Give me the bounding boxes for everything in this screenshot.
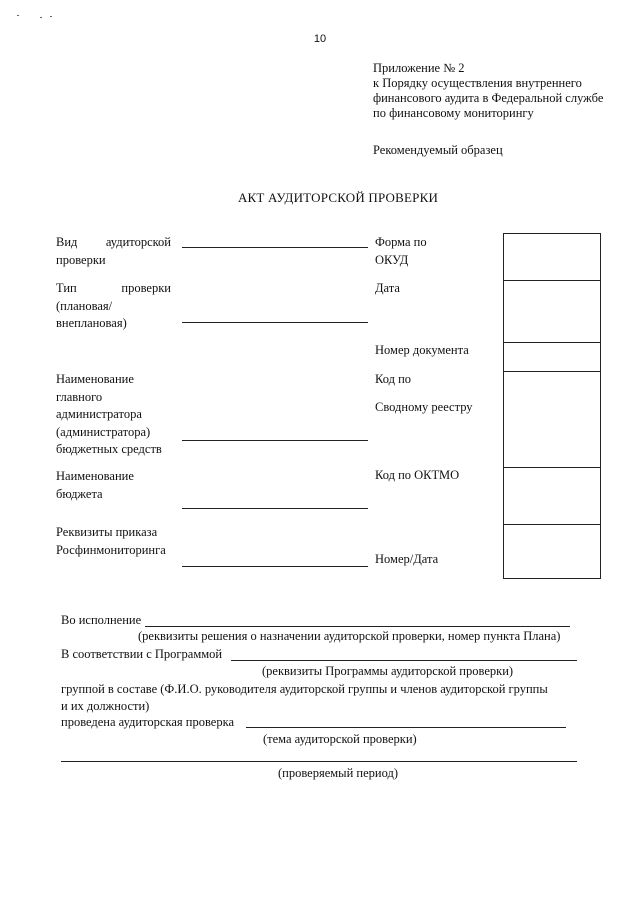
period-field[interactable] (61, 761, 577, 762)
program-hint: (реквизиты Программы аудиторской проверки) (262, 664, 514, 678)
codes-table (503, 233, 601, 579)
scan-speck (40, 17, 42, 18)
okud-code-cell[interactable] (504, 234, 600, 281)
execution-label: Во исполнение (61, 613, 142, 627)
admin-name-line: Наименование (56, 372, 134, 386)
date-label: Дата (375, 281, 400, 295)
admin-name-line: администратора (56, 407, 142, 421)
number-date-label: Номер/Дата (375, 552, 439, 566)
okud-label (375, 234, 427, 269)
budget-name-line: Наименование (56, 469, 134, 483)
check-type-label (56, 280, 171, 333)
admin-name-line: главного (56, 389, 103, 404)
check-type-word: проверки (121, 281, 171, 295)
page-number: 10 (313, 33, 327, 45)
order-details-line: Росфинмониторинга (56, 542, 166, 557)
admin-name-line: (администратора) (56, 424, 151, 439)
admin-name-line: бюджетных средств (56, 442, 162, 456)
program-field[interactable] (231, 660, 577, 661)
audit-kind-field[interactable] (182, 247, 368, 248)
okud-line: Форма по (375, 235, 427, 249)
order-details-line: Реквизиты приказа (56, 525, 158, 539)
check-type-line: внеплановая) (56, 316, 127, 330)
period-hint: (проверяемый период) (278, 766, 398, 780)
recommended-sample-label: Рекомендуемый образец (373, 143, 503, 157)
date-cell[interactable] (504, 280, 600, 343)
order-details-label (56, 524, 166, 559)
doc-number-label: Номер документа (375, 343, 469, 357)
oktmo-label: Код по ОКТМО (375, 468, 460, 482)
appendix-line: к Порядку осуществления внутреннего (373, 76, 582, 90)
scan-speck (50, 16, 52, 17)
okud-line: ОКУД (375, 252, 409, 267)
appendix-line: финансового аудита в Федеральной службе (373, 91, 604, 105)
registry-code-cell[interactable] (504, 371, 600, 468)
number-date-cell[interactable] (504, 524, 600, 578)
registry-code-label-2: Сводному реестру (375, 400, 473, 414)
budget-name-field[interactable] (182, 508, 368, 509)
oktmo-code-cell[interactable] (504, 467, 600, 525)
group-line-1: группой в составе (Ф.И.О. руководителя аудиторской группы и членов аудиторской группы (61, 682, 548, 696)
topic-field[interactable] (246, 727, 566, 728)
appendix-line: Приложение № 2 (373, 61, 465, 75)
audit-kind-line: проверки (56, 252, 106, 267)
audit-kind-word: аудиторской (105, 235, 171, 249)
audit-kind-word: Вид (56, 235, 78, 249)
conducted-label: проведена аудиторская проверка (61, 715, 234, 729)
doc-number-cell[interactable] (504, 342, 600, 372)
appendix-header (373, 61, 603, 158)
check-type-line: (плановая/ (56, 298, 113, 313)
budget-name-line: бюджета (56, 486, 103, 501)
topic-hint: (тема аудиторской проверки) (263, 732, 417, 746)
budget-name-label (56, 468, 134, 503)
admin-name-field[interactable] (182, 440, 368, 441)
admin-name-label (56, 371, 162, 459)
execution-field[interactable] (145, 626, 570, 627)
document-title: АКТ АУДИТОРСКОЙ ПРОВЕРКИ (237, 190, 439, 205)
audit-kind-label (56, 234, 171, 269)
check-type-word: Тип (56, 281, 77, 295)
group-line-2: и их должности) (61, 699, 150, 713)
program-label: В соответствии с Программой (61, 647, 223, 661)
check-type-field[interactable] (182, 322, 368, 323)
appendix-line: по финансовому мониторингу (373, 106, 534, 120)
order-details-field[interactable] (182, 566, 368, 567)
scan-speck (17, 15, 19, 16)
execution-hint: (реквизиты решения о назначении аудиторской проверки, номер пункта Плана) (138, 629, 561, 643)
registry-code-label-1: Код по (375, 372, 412, 386)
